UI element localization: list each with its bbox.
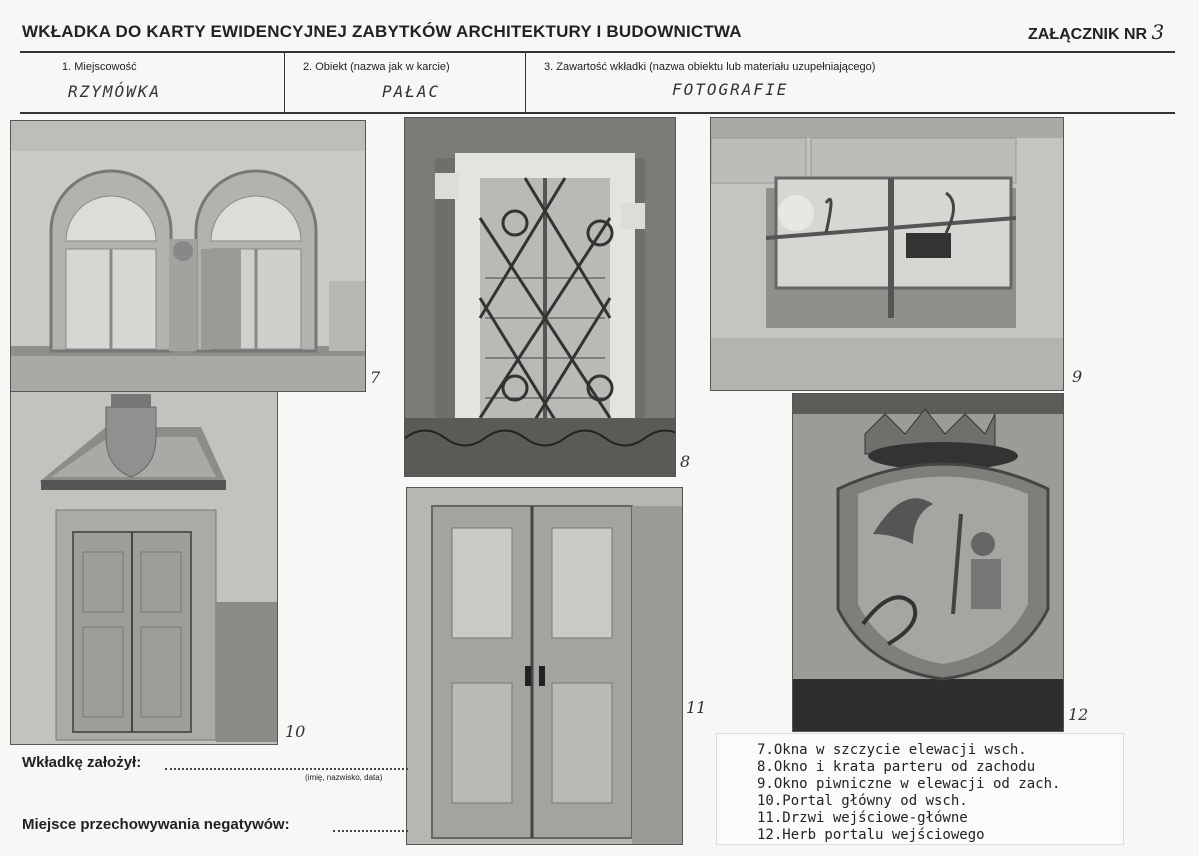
field-label-object: 2. Obiekt (nazwa jak w karcie) [303, 61, 450, 73]
field-label-contents: 3. Zawartość wkładki (nazwa obiektu lub materiału uzupełniającego) [544, 61, 876, 73]
caption-11: 11.Drzwi wejściowe-główne [757, 810, 968, 826]
field-value-object: PAŁAC [382, 82, 441, 101]
photo-number-12: 12 [1068, 705, 1089, 724]
photo-9-basement-window [710, 117, 1064, 391]
negatives-field[interactable] [333, 826, 408, 832]
founder-label: Wkładkę założył: [22, 754, 142, 771]
field-value-place: RZYMÓWKA [68, 82, 162, 101]
photo-number-9: 9 [1072, 367, 1083, 386]
field-divider-1 [284, 53, 285, 113]
caption-8: 8.Okno i krata parteru od zachodu [757, 759, 1036, 775]
photo-11-double-door [406, 487, 683, 845]
caption-10: 10.Portal główny od wsch. [757, 793, 968, 809]
field-value-contents: FOTOGRAFIE [672, 80, 789, 99]
photo-number-10: 10 [285, 722, 306, 741]
negatives-label: Miejsce przechowywania negatywów: [22, 816, 290, 833]
header-top-rule [20, 51, 1175, 53]
founder-note: (imię, nazwisko, data) [305, 773, 383, 782]
photo-number-7: 7 [370, 368, 381, 387]
caption-12: 12.Herb portalu wejściowego [757, 827, 985, 843]
field-divider-2 [525, 53, 526, 113]
photo-7-arched-windows [10, 120, 366, 392]
caption-9: 9.Okno piwniczne w elewacji od zach. [757, 776, 1061, 792]
annex-number: 3 [1151, 20, 1165, 44]
photo-number-11: 11 [686, 698, 707, 717]
photo-10-portal [10, 391, 278, 745]
annex-label [1028, 20, 1164, 44]
field-label-place: 1. Miejscowość [62, 61, 137, 73]
form-title: WKŁADKA DO KARTY EWIDENCYJNEJ ZABYTKÓW ARCHITEKTURY I BUDOWNICTWA [22, 22, 742, 41]
founder-field[interactable] [165, 764, 408, 770]
photo-8-barred-window [404, 117, 676, 477]
caption-7: 7.Okna w szczycie elewacji wsch. [757, 742, 1027, 758]
header-bottom-rule [20, 112, 1175, 114]
photo-12-coat-of-arms [792, 393, 1064, 732]
photo-captions [716, 733, 1124, 845]
annex-label-text: ZAŁĄCZNIK NR [1028, 26, 1148, 43]
photo-number-8: 8 [680, 452, 691, 471]
